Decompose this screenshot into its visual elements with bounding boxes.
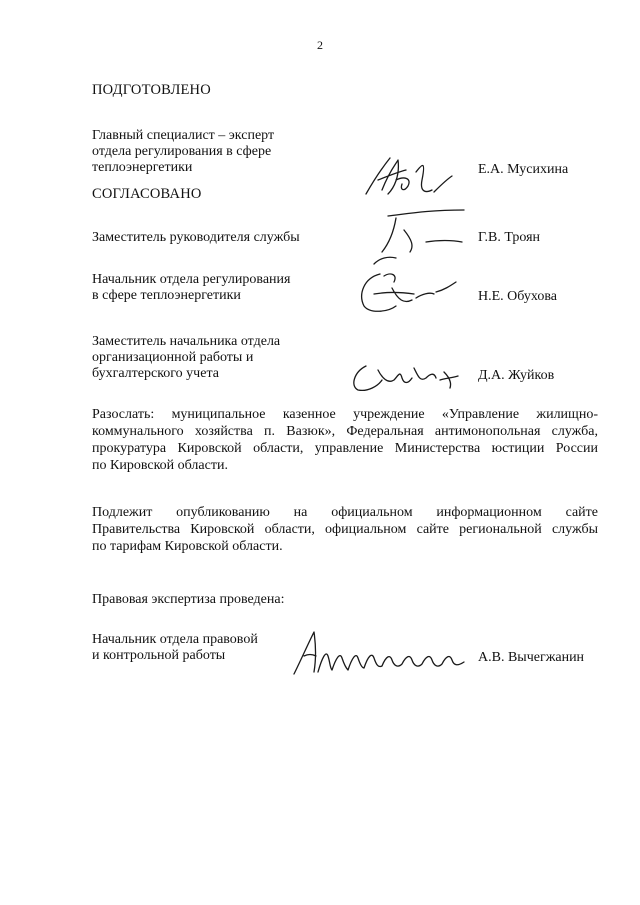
signature-obukhova [350, 264, 462, 322]
signer-name-musikhina: Е.А. Мусихина [478, 162, 569, 177]
publication-line: Правительства Кировской области, официальном сайте региональной службы [92, 522, 598, 537]
publication-line: Подлежит опубликованию на официальном информационном сайте [92, 505, 598, 520]
distribution-line: по Кировской области. [92, 458, 228, 473]
position-deputy-head: Заместитель руководителя службы [92, 230, 300, 245]
distribution-line: коммунального хозяйства п. Вазюк», Федеральная антимонопольная служба, [92, 424, 598, 439]
position-line: бухгалтерского учета [92, 366, 219, 381]
position-deputy-org [92, 334, 352, 382]
signature-troyan [366, 206, 470, 268]
distribution-line: Разослать: муниципальное казенное учреждение «Управление жилищно- [92, 407, 598, 422]
position-line: Начальник отдела регулирования [92, 272, 291, 287]
publication-note [92, 504, 598, 555]
signature-musikhina [360, 150, 460, 202]
signature-zhuikov [348, 356, 468, 396]
page-number: 2 [317, 38, 323, 52]
prepared-position [92, 128, 352, 176]
position-line: Заместитель начальника отдела [92, 334, 281, 349]
signer-name-obukhova: Н.Е. Обухова [478, 289, 557, 304]
prepared-heading: ПОДГОТОВЛЕНО [92, 82, 211, 98]
position-line: отдела регулирования в сфере [92, 144, 272, 159]
legal-review-heading: Правовая экспертиза проведена: [92, 592, 285, 607]
distribution-list [92, 406, 598, 474]
position-line: теплоэнергетики [92, 160, 193, 175]
position-line: организационной работы и [92, 350, 254, 365]
signature-vychegzhanin [290, 626, 470, 680]
signer-name-troyan: Г.В. Троян [478, 230, 541, 245]
position-line: в сфере теплоэнергетики [92, 288, 241, 303]
signer-name-vychegzhanin: А.В. Вычегжанин [478, 650, 585, 665]
distribution-line: прокуратура Кировской области, управление Министерства юстиции России [92, 441, 598, 456]
position-line: Главный специалист – эксперт [92, 128, 275, 143]
publication-line: по тарифам Кировской области. [92, 539, 283, 554]
agreed-heading: СОГЛАСОВАНО [92, 186, 202, 202]
position-line: и контрольной работы [92, 648, 226, 663]
signer-name-zhuikov: Д.А. Жуйков [478, 368, 555, 383]
position-line: Начальник отдела правовой [92, 632, 258, 647]
position-head-heat [92, 272, 352, 304]
